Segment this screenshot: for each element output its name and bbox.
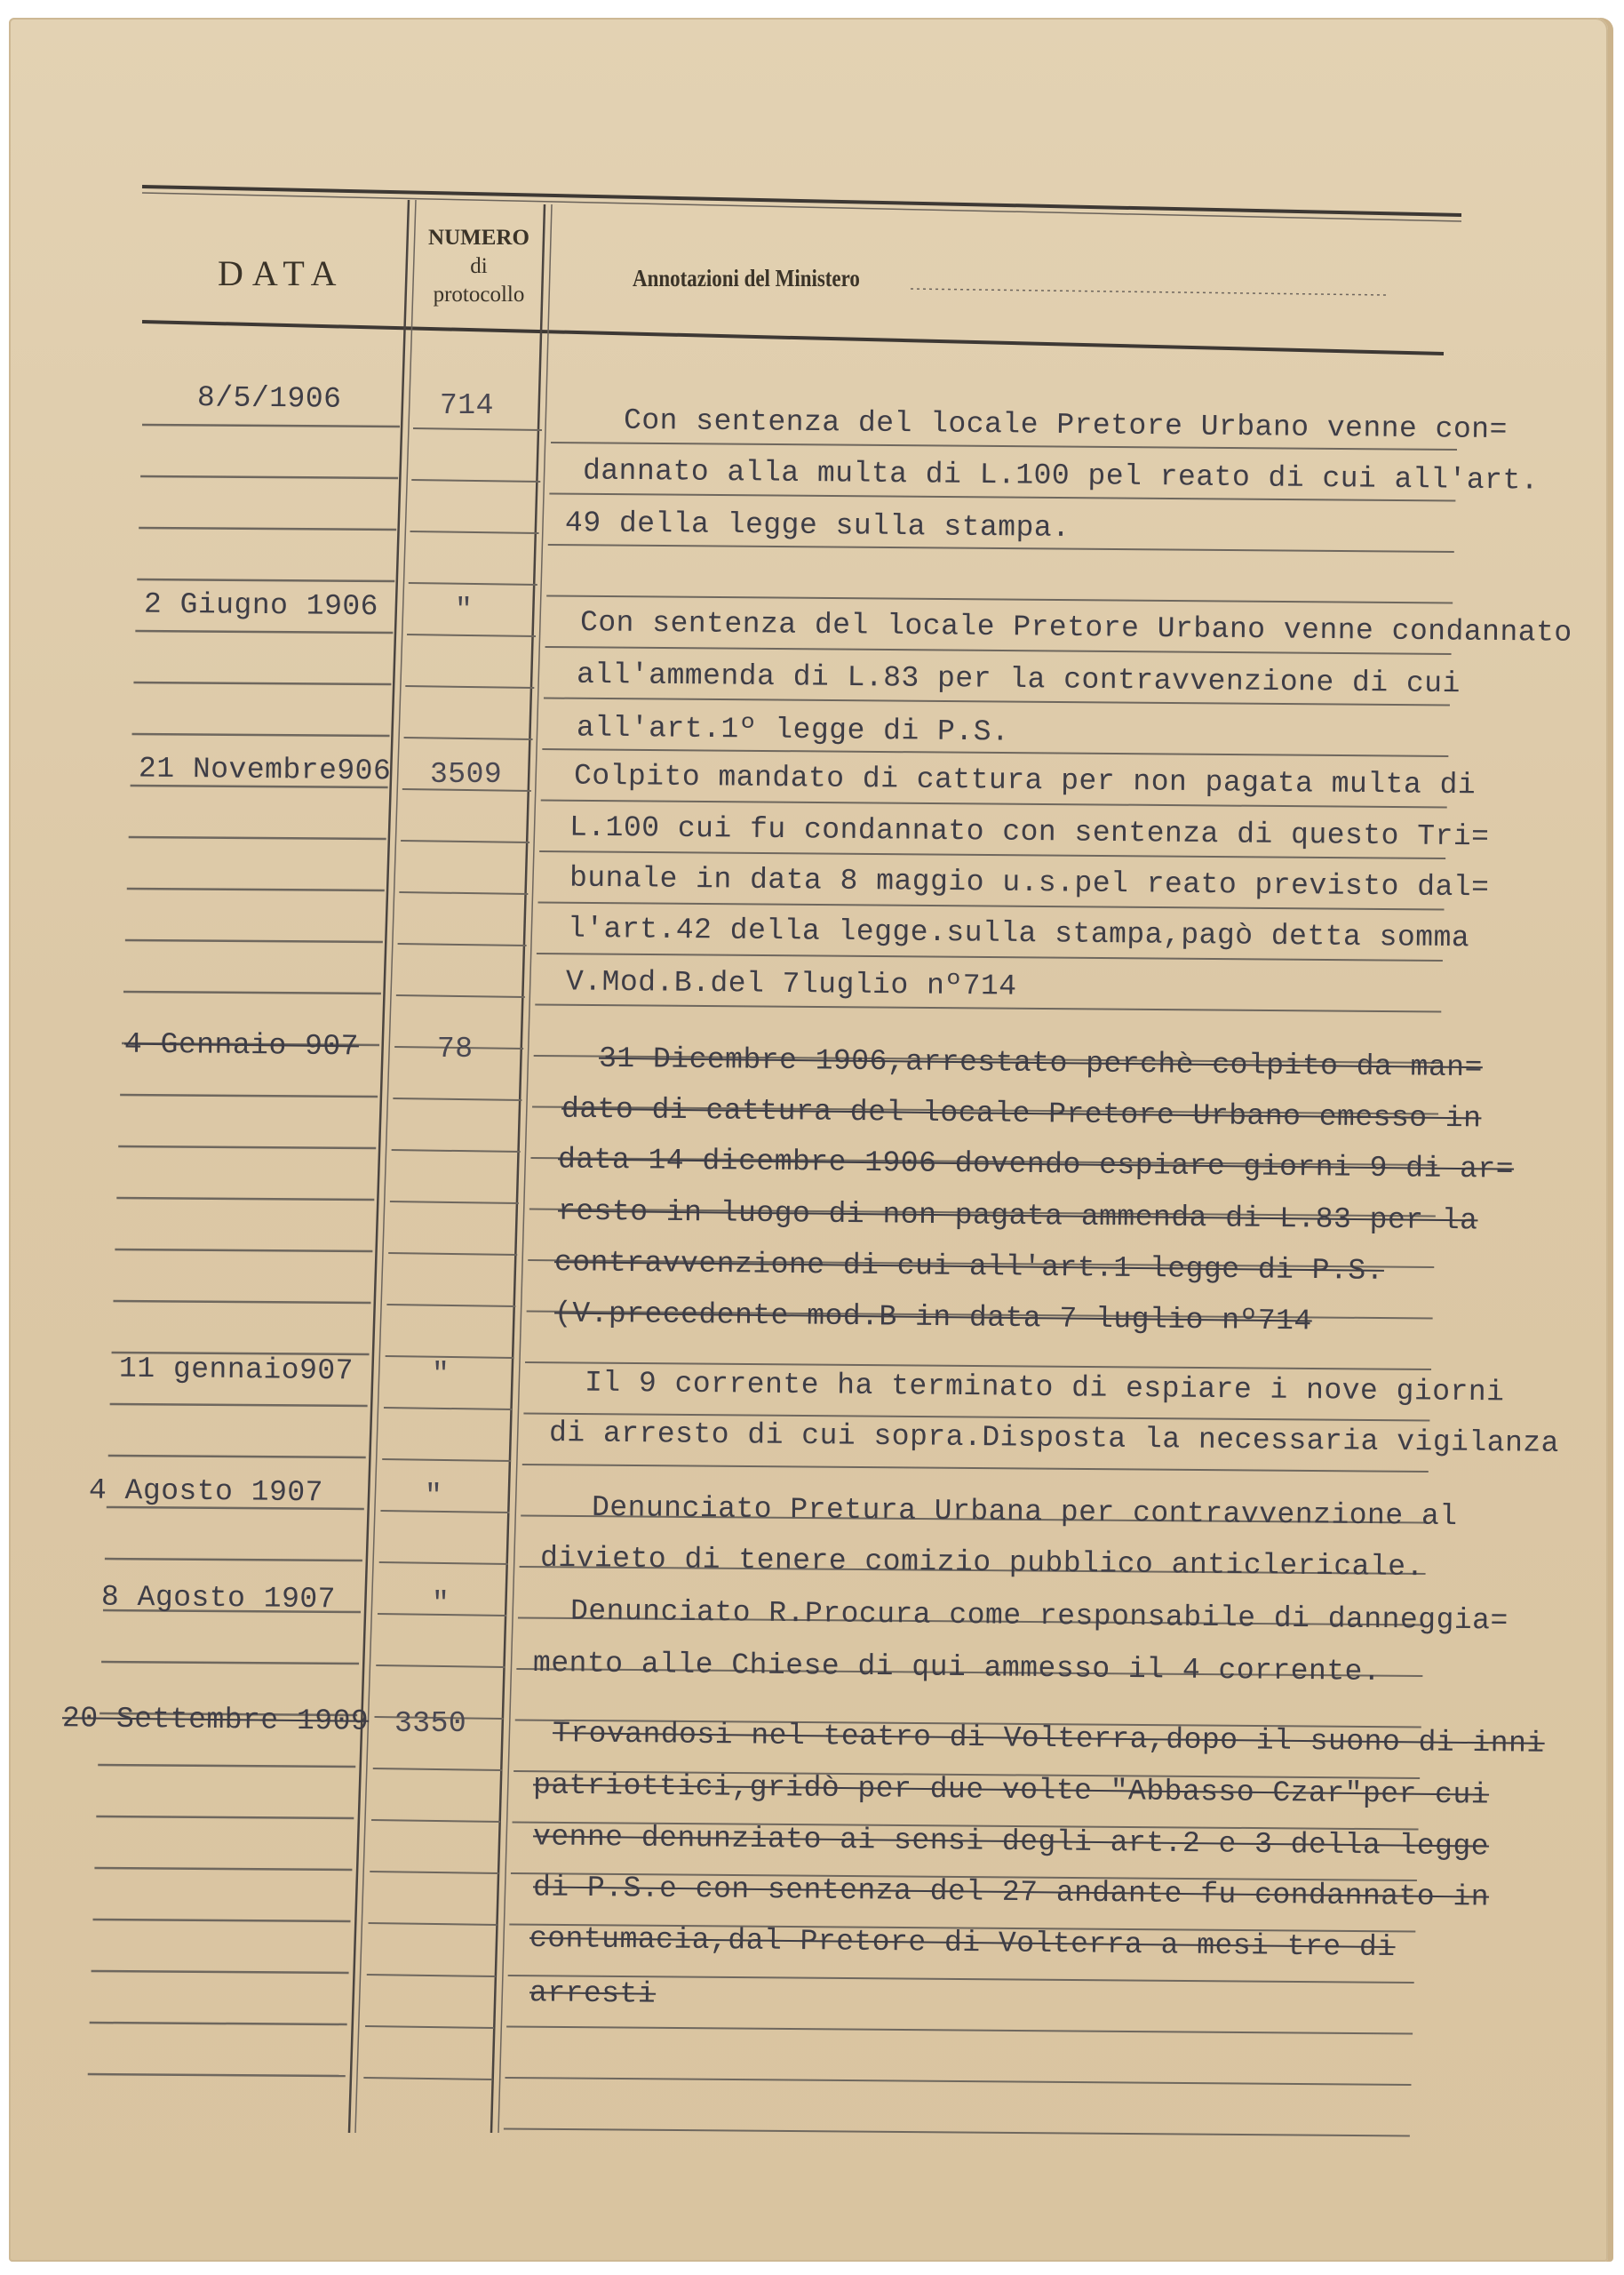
date-column-header: DATA <box>218 253 346 293</box>
ruled-row-line <box>115 1249 372 1251</box>
ruled-row-line <box>132 734 390 736</box>
ruled-row-line <box>137 579 394 581</box>
ruled-row-line <box>541 801 1447 808</box>
ruled-row-line <box>535 1005 1441 1012</box>
ruled-row-line <box>546 596 1453 603</box>
annotation-line: Con sentenza del locale Pretore Urbano venne con= <box>623 403 1509 447</box>
annotation-line: 49 della legge sulla stampa. <box>564 507 1071 545</box>
annotation-line: L.100 cui fu condannato con sentenza di questo Tri= <box>569 810 1490 854</box>
ruled-row-line <box>539 851 1445 858</box>
ruled-row-line <box>410 531 539 533</box>
entry-date: 8/5/1906 <box>196 381 342 416</box>
entry-date: 20 Settembre 1909 <box>61 1702 370 1738</box>
annotation-line: l'art.42 della legge.sulla stampa,pagò detta somma <box>567 912 1470 955</box>
ruled-row-line <box>399 892 528 894</box>
ruled-row-line <box>522 1465 1429 1472</box>
ruled-row-line <box>407 635 536 636</box>
ruled-row-line <box>379 1562 508 1564</box>
annotations-column-header: Annotazioni del Ministero <box>633 265 860 291</box>
ruled-row-line <box>90 2023 347 2024</box>
annotation-line: Il 9 corrente ha terminato di espiare i nove giorni <box>584 1366 1505 1409</box>
annotation-line: 31 Dicembre 1906,arrestato perchè colpito da man= <box>598 1042 1484 1085</box>
entry-protocol-number: 714 <box>440 389 494 422</box>
annotation-line: arresti <box>529 1976 657 2011</box>
annotation-line: all'art.1º legge di P.S. <box>576 711 1010 749</box>
annotation-line: di arresto di cui sopra.Disposta la necessaria vigilanza <box>548 1417 1560 1460</box>
ruled-row-line <box>116 1198 374 1200</box>
ruled-row-line <box>370 1872 498 1873</box>
ruled-row-line <box>367 1975 496 1976</box>
ruled-row-line <box>398 944 527 946</box>
annotation-line: divieto di tenere comizio pubblico anticlericale. <box>539 1541 1425 1585</box>
ruled-row-line <box>88 2074 346 2076</box>
ruled-row-line <box>120 1095 378 1097</box>
ruled-row-line <box>544 698 1450 706</box>
annotation-line: contumacia,dal Pretore di Volterra a mesi tre di <box>529 1921 1396 1965</box>
protocol-number-column-header <box>416 224 542 309</box>
ruled-row-line <box>363 2078 492 2079</box>
annotation-line: Con sentenza del locale Pretore Urbano venne condannato <box>579 606 1572 650</box>
entry-protocol-number: 78 <box>437 1033 474 1066</box>
ruled-row-line <box>542 749 1448 756</box>
entry-protocol-number: 3350 <box>394 1707 467 1740</box>
ruled-row-line <box>384 1408 513 1409</box>
ruled-row-line <box>123 992 381 994</box>
ruled-row-line <box>405 686 534 688</box>
entry-protocol-number: 3509 <box>430 758 503 791</box>
annotation-line: (V.precedente mod.B in data 7 luglio nº714 <box>553 1297 1312 1338</box>
ruled-row-line <box>388 1253 517 1255</box>
ruled-row-line <box>396 995 525 997</box>
annotation-line: patriottici,gridò per due volte "Abbasso Czar"per cui <box>532 1768 1490 1812</box>
entry-date: 2 Giugno 1906 <box>143 587 379 624</box>
entry-date: 4 Gennaio 907 <box>123 1027 360 1064</box>
annotation-line: Trovandosi nel teatro di Volterra,dopo il suono di inni <box>552 1717 1545 1760</box>
ruled-row-line <box>376 1665 505 1667</box>
ruled-row-line <box>390 1201 519 1203</box>
entry-date: 21 Novembre906 <box>138 752 392 788</box>
ruled-row-line <box>125 940 383 942</box>
annotation-line: data 14 dicembre 1906 dovendo espiare giorni 9 di ar= <box>557 1143 1515 1186</box>
entry-protocol-number: " <box>455 594 474 627</box>
ruled-row-line <box>142 425 400 427</box>
ruled-row-line <box>129 837 386 839</box>
ruled-row-line <box>371 1820 500 1822</box>
ruled-row-line <box>382 1459 511 1461</box>
ruled-row-line <box>365 2026 494 2028</box>
ruled-row-line <box>393 1098 521 1100</box>
ruled-row-line <box>380 1511 509 1513</box>
annotation-line: dato di cattura del locale Pretore Urbano emesso in <box>561 1092 1482 1136</box>
ruled-row-line <box>101 1662 359 1664</box>
ruled-row-line <box>505 2078 1411 2085</box>
ruled-row-line <box>404 738 533 739</box>
annotation-line: Denunciato R.Procura come responsabile di danneggia= <box>569 1594 1509 1638</box>
ruled-row-line <box>373 1768 502 1770</box>
ruled-row-line <box>537 954 1443 961</box>
ruled-row-line <box>386 1305 515 1306</box>
ruled-row-line <box>110 1404 368 1406</box>
annotation-line: V.Mod.B.del 7luglio nº714 <box>565 965 1017 1003</box>
annotation-line: bunale in data 8 maggio u.s.pel reato previsto dal= <box>569 861 1490 905</box>
ruled-row-line <box>548 545 1454 552</box>
ruled-row-line <box>538 903 1445 910</box>
ruled-row-line <box>94 1868 352 1870</box>
ruled-row-line <box>113 1301 370 1303</box>
ruled-row-line <box>401 841 529 842</box>
annotation-line: resto in luogo di non pagata ammenda di L.83 per la <box>557 1194 1478 1238</box>
annotation-line: contravvenzione di cui all'art.1 legge di P.S. <box>553 1246 1385 1288</box>
ruled-row-line <box>118 1146 376 1148</box>
ruled-row-line <box>411 480 540 482</box>
entry-protocol-number: " <box>425 1480 443 1513</box>
ruled-row-line <box>92 1971 349 1973</box>
ruled-row-line <box>413 428 542 430</box>
entry-date: 11 gennaio907 <box>118 1352 354 1388</box>
ruled-row-line <box>96 1816 354 1818</box>
protocol-header-line-2: di <box>470 254 488 278</box>
document-page <box>9 18 1608 2262</box>
ruled-row-line <box>409 583 537 585</box>
annotation-line: Colpito mandato di cattura per non pagata multa di <box>573 759 1477 802</box>
entry-protocol-number: " <box>432 1587 450 1620</box>
ruled-row-line <box>135 631 393 633</box>
annotation-line: dannato alla multa di L.100 pel reato di cui all'art. <box>582 454 1540 498</box>
ruled-row-line <box>127 889 385 890</box>
ruled-row-line <box>133 682 391 684</box>
ruled-row-line <box>139 528 396 530</box>
ruled-row-line <box>545 647 1452 654</box>
ruled-row-line <box>392 1150 521 1152</box>
ruled-row-line <box>108 1456 366 1457</box>
protocol-header-line-1: NUMERO <box>428 226 529 250</box>
ruled-row-line <box>92 1920 350 1921</box>
annotation-line: venne denunziato ai sensi degli art.2 e 3 della legge <box>532 1820 1490 1864</box>
protocol-header-line-3: protocollo <box>433 283 525 307</box>
entry-date: 4 Agosto 1907 <box>88 1473 324 1510</box>
entry-date: 8 Agosto 1907 <box>100 1580 337 1616</box>
annotation-line: mento alle Chiese di qui ammesso il 4 corrente. <box>532 1647 1381 1688</box>
ruled-row-line <box>506 2027 1413 2034</box>
ruled-row-line <box>105 1559 362 1561</box>
ruled-row-line <box>369 1923 498 1925</box>
ruled-row-line <box>504 2129 1410 2136</box>
ruled-row-line <box>98 1765 355 1767</box>
annotation-line: all'ammenda di L.83 per la contravvenzione di cui <box>576 658 1461 701</box>
annotation-line: di P.S.e con sentenza del 27 andante fu condannato in <box>532 1871 1490 1914</box>
annotation-line: Denunciato Pretura Urbana per contravvenzione al <box>591 1490 1458 1534</box>
entry-protocol-number: " <box>432 1358 450 1391</box>
ruled-row-line <box>140 476 398 478</box>
